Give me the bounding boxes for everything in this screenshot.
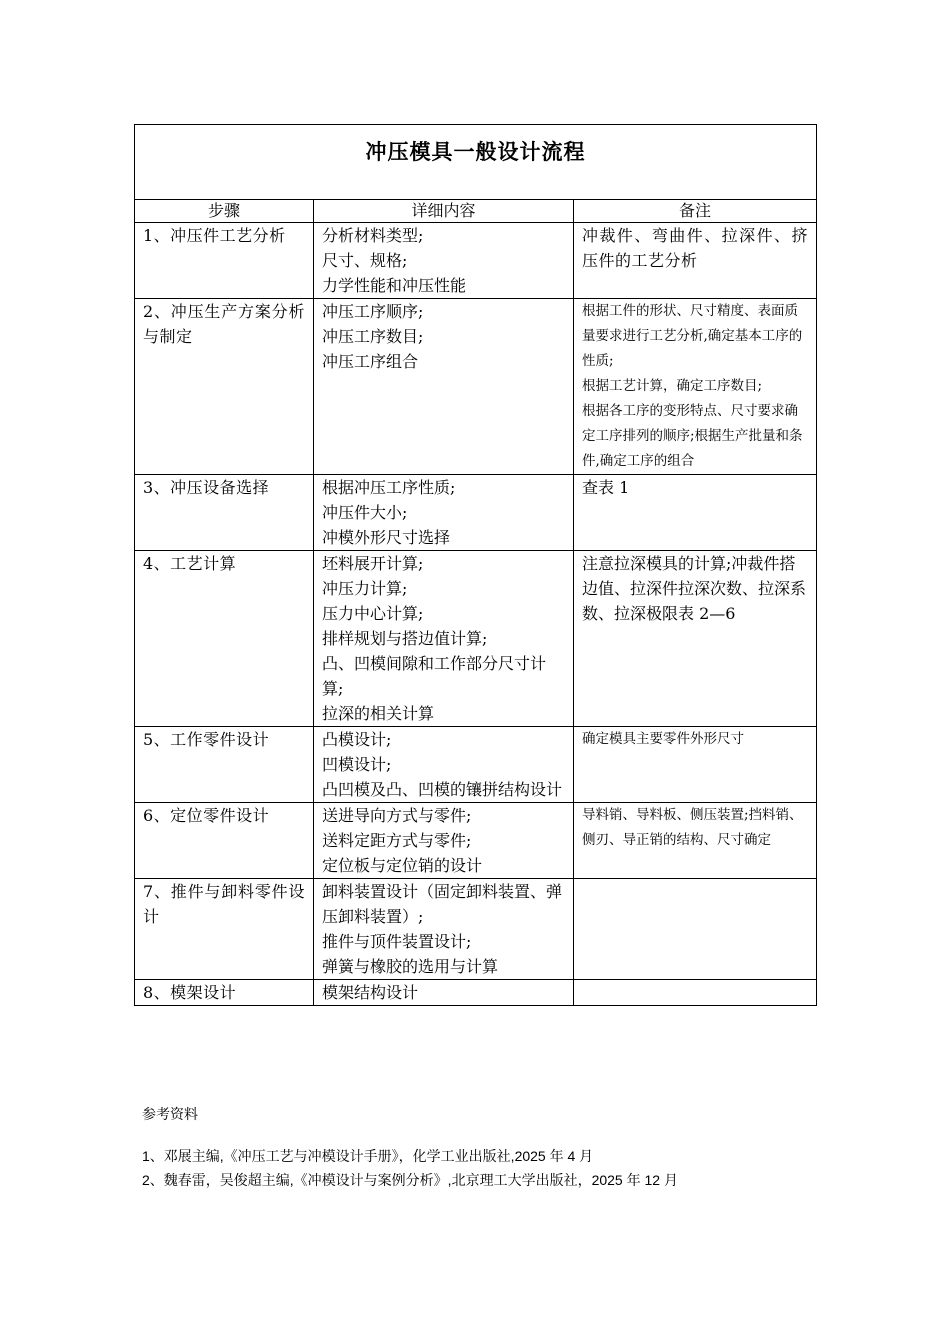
note-cell <box>574 223 817 299</box>
note-line: 导料销、导料板、侧压装置;挡料销、侧刃、导正销的结构、尺寸确定 <box>582 807 803 848</box>
detail-line: 拉深的相关计算 <box>322 704 435 723</box>
step-cell: 7、推件与卸料零件设计 <box>135 879 314 980</box>
note-cell <box>574 727 817 803</box>
table-row <box>135 223 817 299</box>
step-cell: 1、冲压件工艺分析 <box>135 223 314 299</box>
detail-line: 送进导向方式与零件; <box>322 806 472 825</box>
detail-cell <box>314 803 574 879</box>
header-note: 备注 <box>574 200 817 223</box>
detail-line: 凸凹模及凸、凹模的镶拼结构设计 <box>322 780 563 799</box>
references-heading: 参考资料 <box>142 1106 198 1122</box>
document-title: 冲压模具一般设计流程 <box>365 140 586 164</box>
detail-line: 尺寸、规格; <box>322 251 408 270</box>
table-row <box>135 879 817 980</box>
detail-line: 力学性能和冲压性能 <box>322 276 467 295</box>
detail-line: 推件与顶件装置设计; <box>322 932 472 951</box>
detail-line: 定位板与定位销的设计 <box>322 856 483 875</box>
detail-line: 凹模设计; <box>322 755 392 774</box>
detail-cell <box>314 727 574 803</box>
detail-line: 冲压件大小; <box>322 503 408 522</box>
table-header-row <box>135 200 817 223</box>
detail-line: 分析材料类型; <box>322 226 424 245</box>
note-cell <box>574 551 817 727</box>
header-detail: 详细内容 <box>314 200 574 223</box>
detail-cell <box>314 980 574 1006</box>
note-line: 根据工件的形状、尺寸精度、表面质量要求进行工艺分析,确定基本工序的性质; <box>582 303 803 369</box>
detail-line: 排样规划与搭边值计算; <box>322 629 488 648</box>
detail-line: 冲压工序数目; <box>322 327 424 346</box>
note-line: 冲裁件、弯曲件、拉深件、挤压件的工艺分析 <box>582 226 808 270</box>
detail-cell <box>314 879 574 980</box>
note-line: 查表 1 <box>582 478 630 497</box>
table-row <box>135 803 817 879</box>
note-line: 确定模具主要零件外形尺寸 <box>582 731 744 747</box>
table-row <box>135 551 817 727</box>
table-row <box>135 475 817 551</box>
detail-cell <box>314 299 574 475</box>
note-cell <box>574 803 817 879</box>
table-row <box>135 299 817 475</box>
detail-line: 坯料展开计算; <box>322 554 424 573</box>
reference-item: 2、魏春雷，吴俊超主编,《冲模设计与案例分析》,北京理工大学出版社，2025 年 12 月 <box>142 1172 678 1188</box>
step-cell: 5、工作零件设计 <box>135 727 314 803</box>
detail-line: 根据冲压工序性质; <box>322 478 456 497</box>
note-line: 根据工艺计算，确定工序数目; <box>582 378 763 394</box>
detail-line: 凸、凹模间隙和工作部分尺寸计算; <box>322 654 547 698</box>
note-cell <box>574 879 817 980</box>
detail-line: 冲压工序顺序; <box>322 302 424 321</box>
step-cell: 6、定位零件设计 <box>135 803 314 879</box>
design-process-table <box>134 124 817 1006</box>
detail-cell <box>314 551 574 727</box>
detail-line: 冲压工序组合 <box>322 352 419 371</box>
detail-cell <box>314 223 574 299</box>
detail-line: 凸模设计; <box>322 730 392 749</box>
note-line: 根据各工序的变形特点、尺寸要求确定工序排列的顺序;根据生产批量和条件,确定工序的组合 <box>582 403 803 469</box>
step-cell: 2、冲压生产方案分析与制定 <box>135 299 314 475</box>
detail-line: 压力中心计算; <box>322 604 424 623</box>
step-cell: 8、模架设计 <box>135 980 314 1006</box>
detail-line: 模架结构设计 <box>322 983 419 1002</box>
note-line: 注意拉深模具的计算;冲裁件搭边值、拉深件拉深次数、拉深系数、拉深极限表 2—6 <box>582 554 807 623</box>
table-row <box>135 727 817 803</box>
step-cell: 3、冲压设备选择 <box>135 475 314 551</box>
detail-line: 冲模外形尺寸选择 <box>322 528 451 547</box>
detail-line: 送料定距方式与零件; <box>322 831 472 850</box>
references-section <box>142 1102 678 1192</box>
detail-line: 弹簧与橡胶的选用与计算 <box>322 957 499 976</box>
title-cell <box>135 125 817 200</box>
note-cell <box>574 299 817 475</box>
note-cell <box>574 980 817 1006</box>
note-cell <box>574 475 817 551</box>
reference-item: 1、邓展主编,《冲压工艺与冲模设计手册》，化学工业出版社,2025 年 4 月 <box>142 1148 594 1164</box>
detail-line: 卸料装置设计（固定卸料装置、弹压卸料装置）; <box>322 882 563 926</box>
step-cell: 4、工艺计算 <box>135 551 314 727</box>
detail-cell <box>314 475 574 551</box>
header-step: 步骤 <box>135 200 314 223</box>
table-row <box>135 980 817 1006</box>
detail-line: 冲压力计算; <box>322 579 408 598</box>
